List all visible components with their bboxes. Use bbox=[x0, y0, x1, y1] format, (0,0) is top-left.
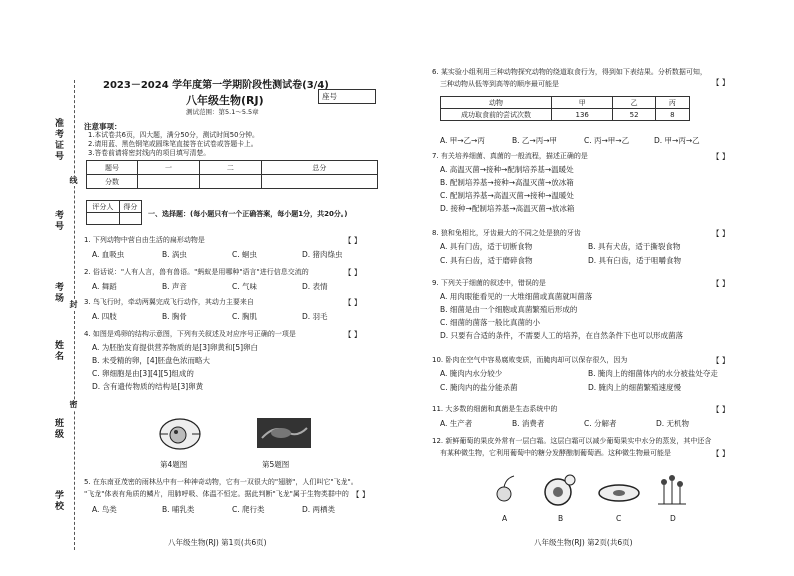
option[interactable]: D. 只要有合适的条件，不需要人工的培养，在自然条件下也可以形成菌落 bbox=[440, 331, 684, 340]
option[interactable]: B. 声音 bbox=[162, 282, 187, 291]
q5-line-2: "飞龙"体表有角质的鳞片，用肺呼吸、体温不恒定。据此判断"飞龙"属于生物类群中的 bbox=[84, 490, 349, 498]
score-cell: 一 bbox=[138, 161, 200, 175]
q12-label-a[interactable]: A bbox=[502, 514, 508, 523]
score-cell[interactable] bbox=[138, 175, 200, 189]
option[interactable]: A. 血吸虫 bbox=[92, 250, 125, 259]
option[interactable]: B. 消费者 bbox=[512, 419, 545, 428]
yeast-icon bbox=[540, 470, 580, 510]
egg-icon bbox=[154, 414, 206, 454]
microbe-a bbox=[484, 474, 524, 514]
q5-opt-d[interactable]: D. 两栖类 bbox=[302, 505, 336, 514]
option[interactable]: A. 高温灭菌→接种→配制培养基→温暖处 bbox=[440, 165, 574, 174]
scope-text: 测试范围：第5.1～5.5章 bbox=[186, 108, 259, 116]
binding-label-room: 考场 bbox=[53, 282, 63, 304]
footer-right: 八年级生物(RJ) 第2页(共6页) bbox=[534, 538, 633, 547]
q6-cell: 动物 bbox=[441, 97, 552, 109]
option[interactable]: A. 四肢 bbox=[92, 312, 117, 321]
microbe-d bbox=[650, 472, 694, 512]
q5-line-1: 5. 在东南亚茂密的雨林丛中有一种神奇动物，它有一双很大的"翅膀"，人们叫它"飞龙"。 bbox=[84, 478, 358, 486]
option[interactable]: B. 涡虫 bbox=[162, 250, 187, 259]
q6-cell: 丙 bbox=[655, 97, 689, 109]
option[interactable]: C. 气味 bbox=[232, 282, 258, 291]
option[interactable]: C. 胸肌 bbox=[232, 312, 258, 321]
answer-bracket: 【 】 bbox=[712, 152, 730, 161]
q6-cell: 136 bbox=[552, 109, 613, 121]
option[interactable]: C. 蛔虫 bbox=[232, 250, 258, 259]
option[interactable]: D. 含有遗传物质的结构是[3]卵黄 bbox=[92, 382, 204, 391]
grader-cell[interactable] bbox=[87, 213, 120, 225]
option[interactable]: C. 具有臼齿，适于磨碎食物 bbox=[440, 256, 533, 265]
microbe-b bbox=[540, 470, 580, 514]
q5-opt-c[interactable]: C. 爬行类 bbox=[232, 505, 265, 514]
answer-bracket: 【 】 bbox=[344, 298, 362, 307]
option[interactable]: D. 表情 bbox=[302, 282, 328, 291]
q6-cell: 成功取食前的尝试次数 bbox=[441, 109, 552, 121]
score-cell[interactable] bbox=[261, 175, 377, 189]
option[interactable]: A. 舞蹈 bbox=[92, 282, 117, 291]
q12-line-1: 12. 新鲜葡萄的果皮外常有一层白霜。这层白霜可以减少葡萄果实中水分的蒸发，其中还含 bbox=[432, 437, 712, 445]
note-1: 1.本试卷共6页，四大题，满分50分，测试时间50分钟。 bbox=[88, 131, 259, 139]
q6-cell: 8 bbox=[655, 109, 689, 121]
binding-label-ticket: 准考证号 bbox=[53, 118, 63, 162]
section-heading: 一、选择题：(每小题只有一个正确答案，每小题1分，共20分。) bbox=[148, 210, 348, 218]
q6-opt-a[interactable]: A. 甲→乙→丙 bbox=[440, 136, 485, 145]
option[interactable]: B. 胸骨 bbox=[162, 312, 187, 321]
option[interactable]: D. 无机物 bbox=[656, 419, 690, 428]
q6-opt-c[interactable]: C. 丙→甲→乙 bbox=[584, 136, 630, 145]
note-3: 3.答卷前请将密封线内的项目填写清楚。 bbox=[88, 149, 211, 157]
exam-title: 2023－2024 学年度第一学期阶段性测试卷(3/4) bbox=[103, 80, 329, 91]
answer-bracket: 【 】 bbox=[344, 268, 362, 277]
option[interactable]: B. 配制培养基→接种→高温灭菌→放冰箱 bbox=[440, 178, 574, 187]
option[interactable]: A. 为胚胎发育提供营养物质的是[3]卵黄和[5]卵白 bbox=[92, 343, 259, 352]
q12-label-c[interactable]: C bbox=[616, 514, 622, 523]
binding-line bbox=[74, 80, 75, 550]
seat-label: 座号 bbox=[322, 92, 337, 101]
q6-opt-d[interactable]: D. 甲→丙→乙 bbox=[654, 136, 700, 145]
score-cell[interactable] bbox=[199, 175, 261, 189]
binding-label-exam-no: 考号 bbox=[53, 210, 63, 232]
answer-bracket: 【 】 bbox=[712, 279, 730, 288]
q6-line-1: 6. 某实验小组利用三种动物探究动物的绕道取食行为，得到如下表结果。分析数据可知， bbox=[432, 68, 707, 76]
option[interactable]: D. 猪肉绦虫 bbox=[302, 250, 343, 259]
note-2: 2.请用蓝、黑色钢笔或圆珠笔直接答在试卷或答题卡上。 bbox=[88, 140, 258, 148]
answer-bracket: 【 】 bbox=[344, 236, 362, 245]
option[interactable]: D. 羽毛 bbox=[302, 312, 328, 321]
option[interactable]: B. 具有犬齿，适于撕裂食物 bbox=[588, 242, 681, 251]
question-stem: 8. 狼和兔相比，牙齿最大的不同之处是狼的牙齿 bbox=[432, 229, 581, 237]
grader-cell[interactable] bbox=[119, 213, 141, 225]
option[interactable]: C. 分解者 bbox=[584, 419, 617, 428]
option[interactable]: A. 腌肉内水分较少 bbox=[440, 369, 503, 378]
q6-table bbox=[440, 96, 690, 121]
answer-bracket: 【 】 bbox=[344, 330, 362, 339]
question-stem: 4. 如图是鸡卵的结构示意图，下列有关叙述及对应序号正确的一项是 bbox=[84, 330, 296, 338]
grader-box bbox=[86, 200, 142, 225]
paramecium-icon bbox=[596, 480, 642, 506]
q6-line-2: 三种动物从低等到高等的顺序最可能是 bbox=[440, 80, 559, 88]
bacterium-icon bbox=[484, 474, 524, 510]
binding-label-class: 班级 bbox=[53, 418, 63, 440]
option[interactable]: A. 具有门齿，适于切断食物 bbox=[440, 242, 533, 251]
footer-left: 八年级生物(RJ) 第1页(共6页) bbox=[168, 538, 267, 547]
answer-bracket: 【 】 bbox=[712, 229, 730, 238]
score-cell: 分数 bbox=[87, 175, 138, 189]
option[interactable]: C. 细菌的菌落一般比真菌的小 bbox=[440, 318, 541, 327]
score-cell: 题号 bbox=[87, 161, 138, 175]
q6-cell: 乙 bbox=[613, 97, 655, 109]
q6-opt-b[interactable]: B. 乙→丙→甲 bbox=[512, 136, 557, 145]
fig4-caption: 第4题图 bbox=[160, 460, 188, 469]
microbe-c bbox=[596, 480, 642, 510]
question-stem: 3. 鸟飞行时，牵动两翼完成飞行动作，其动力主要来自 bbox=[84, 298, 254, 306]
binding-label-school: 学校 bbox=[53, 490, 63, 512]
mark-secret: 密 bbox=[69, 400, 78, 410]
flying-dragon-photo bbox=[257, 418, 311, 448]
notes-heading: 注意事项： bbox=[84, 122, 122, 131]
q12-label-b[interactable]: B bbox=[558, 514, 564, 523]
mold-icon bbox=[650, 472, 694, 508]
question-stem: 2. 俗话说："人有人言，兽有兽语。"蚂蚁是用哪种"语言"进行信息交流的 bbox=[84, 268, 309, 276]
q5-opt-b[interactable]: B. 哺乳类 bbox=[162, 505, 195, 514]
seat-box bbox=[318, 89, 376, 104]
score-cell: 二 bbox=[199, 161, 261, 175]
option[interactable]: D. 腌肉上的细菌繁殖速度慢 bbox=[588, 383, 682, 392]
question-stem: 11. 大多数的细菌和真菌是生态系统中的 bbox=[432, 405, 558, 413]
egg-diagram bbox=[154, 414, 206, 454]
q6-cell: 52 bbox=[613, 109, 655, 121]
q5-opt-a[interactable]: A. 鸟类 bbox=[92, 505, 117, 514]
q6-bracket: 【 】 bbox=[712, 78, 730, 87]
q12-bracket: 【 】 bbox=[712, 449, 730, 458]
score-table bbox=[86, 160, 378, 189]
score-cell: 总分 bbox=[261, 161, 377, 175]
lizard-icon bbox=[257, 418, 311, 448]
q12-line-2: 有某种微生物，它利用葡萄中的糖分发酵酿制葡萄酒。这种微生物最可能是 bbox=[440, 449, 671, 457]
q6-cell: 甲 bbox=[552, 97, 613, 109]
answer-bracket: 【 】 bbox=[712, 405, 730, 414]
question-stem: 10. 卧肉在空气中容易腐败变质，而腌肉却可以保存很久，因为 bbox=[432, 356, 628, 364]
question-stem: 7. 有关培养细菌、真菌的一般流程，描述正确的是 bbox=[432, 152, 588, 160]
q5-bracket: 【 】 bbox=[352, 490, 370, 499]
option[interactable]: C. 腌肉内的盐分能杀菌 bbox=[440, 383, 518, 392]
mark-line: 线 bbox=[69, 176, 78, 186]
question-stem: 1. 下列动物中营自由生活的扁形动物是 bbox=[84, 236, 205, 244]
option[interactable]: D. 接种→配制培养基→高温灭菌→放冰箱 bbox=[440, 204, 575, 213]
question-stem: 9. 下列关于细菌的叙述中，错误的是 bbox=[432, 279, 546, 287]
grader-cell: 评分人 bbox=[87, 201, 120, 213]
option[interactable]: B. 腌肉上的细菌体内的水分被盐处夺走 bbox=[588, 369, 718, 378]
grader-cell: 得分 bbox=[119, 201, 141, 213]
option[interactable]: B. 细菌是由一个细胞或真菌繁殖后形成的 bbox=[440, 305, 578, 314]
option[interactable]: C. 卵细胞是由[3][4][5]组成的 bbox=[92, 369, 194, 378]
subject-title: 八年级生物(RJ) bbox=[186, 94, 264, 107]
option[interactable]: A. 用肉眼能看见的一大堆细菌或真菌就叫菌落 bbox=[440, 292, 593, 301]
option[interactable]: C. 配制培养基→高温灭菌→接种→温暖处 bbox=[440, 191, 574, 200]
answer-bracket: 【 】 bbox=[712, 356, 730, 365]
option[interactable]: D. 具有臼齿，适于咀嚼食物 bbox=[588, 256, 682, 265]
fig5-caption: 第5题图 bbox=[262, 460, 290, 469]
option[interactable]: A. 生产者 bbox=[440, 419, 473, 428]
mark-seal: 封 bbox=[69, 300, 78, 310]
binding-label-name: 姓名 bbox=[53, 340, 63, 362]
q12-label-d[interactable]: D bbox=[670, 514, 676, 523]
option[interactable]: B. 未受精的卵，[4]胚盘色浓而略大 bbox=[92, 356, 211, 365]
